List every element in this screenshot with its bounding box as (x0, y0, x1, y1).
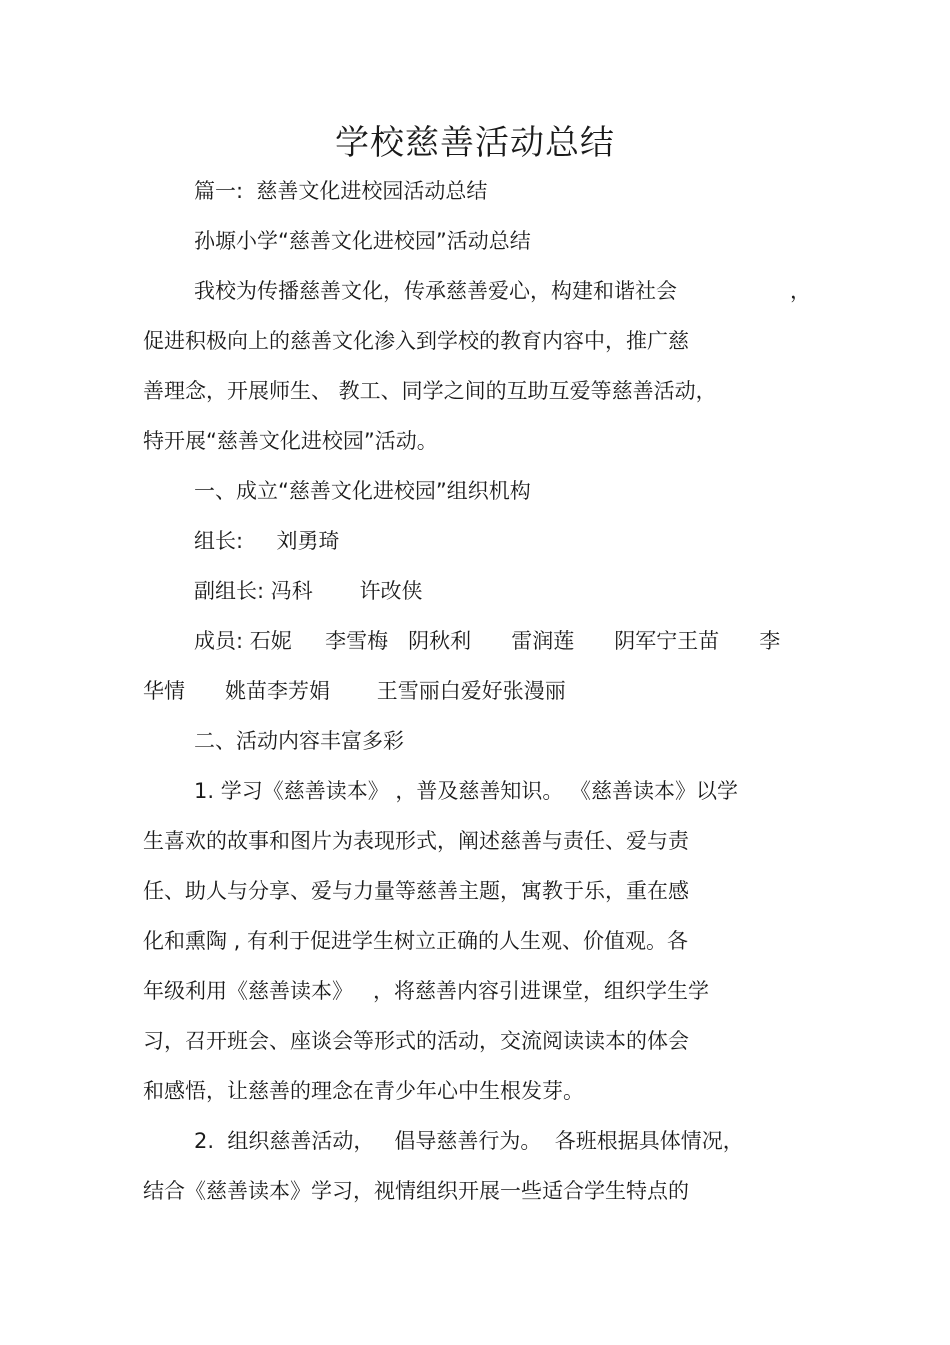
paragraph-line: 习，召开班会、座谈会等形式的活动，交流阅读读本的体会 (143, 1029, 689, 1053)
paragraph-line: 年级利用《慈善读本》 ，将慈善内容引进课堂，组织学生学 (143, 979, 710, 1003)
paragraph-line-end: ， (790, 279, 811, 303)
paragraph-line: 2. 组织慈善活动， 倡导慈善行为。 各班根据具体情况， (194, 1129, 744, 1153)
subtitle: 孙塬小学“慈善文化进校园”活动总结 (194, 229, 531, 253)
paragraph-line: 和感悟，让慈善的理念在青少年心中生根发芽。 (143, 1079, 584, 1103)
members-line: 成员: 石妮 李雪梅 阴秋利 雷润莲 阴军宁王苗 李 (194, 629, 781, 653)
paragraph-line: 任、助人与分享、爱与力量等慈善主题，寓教于乐，重在感 (143, 879, 689, 903)
paragraph-line: 1. 学习《慈善读本》 ，普及慈善知识。 《慈善读本》以学 (194, 779, 739, 803)
paragraph-line: 善理念，开展师生、 教工、同学之间的互助互爱等慈善活动， (143, 379, 717, 403)
paragraph-line: 我校为传播慈善文化，传承慈善爱心，构建和谐社会 (194, 279, 677, 303)
leader-line: 组长: 刘勇琦 (194, 529, 340, 553)
section-heading: 二、活动内容丰富多彩 (194, 729, 404, 753)
section-heading: 篇一: 慈善文化进校园活动总结 (194, 179, 488, 203)
members-line: 华情 姚苗李芳娟 王雪丽白爱好张漫丽 (143, 679, 566, 703)
paragraph-line: 促进积极向上的慈善文化渗入到学校的教育内容中，推广慈 (143, 329, 689, 353)
vice-leader-line: 副组长: 冯科 许改侠 (194, 579, 423, 603)
paragraph-line: 特开展“慈善文化进校园”活动。 (143, 429, 438, 453)
paragraph-line: 生喜欢的故事和图片为表现形式，阐述慈善与责任、爱与责 (143, 829, 689, 853)
paragraph-line: 结合《慈善读本》学习，视情组织开展一些适合学生特点的 (143, 1179, 689, 1203)
paragraph-line: 化和熏陶 , 有利于促进学生树立正确的人生观、价值观。各 (143, 929, 689, 953)
document-title: 学校慈善活动总结 (335, 123, 615, 163)
section-heading: 一、成立“慈善文化进校园”组织机构 (194, 479, 531, 503)
